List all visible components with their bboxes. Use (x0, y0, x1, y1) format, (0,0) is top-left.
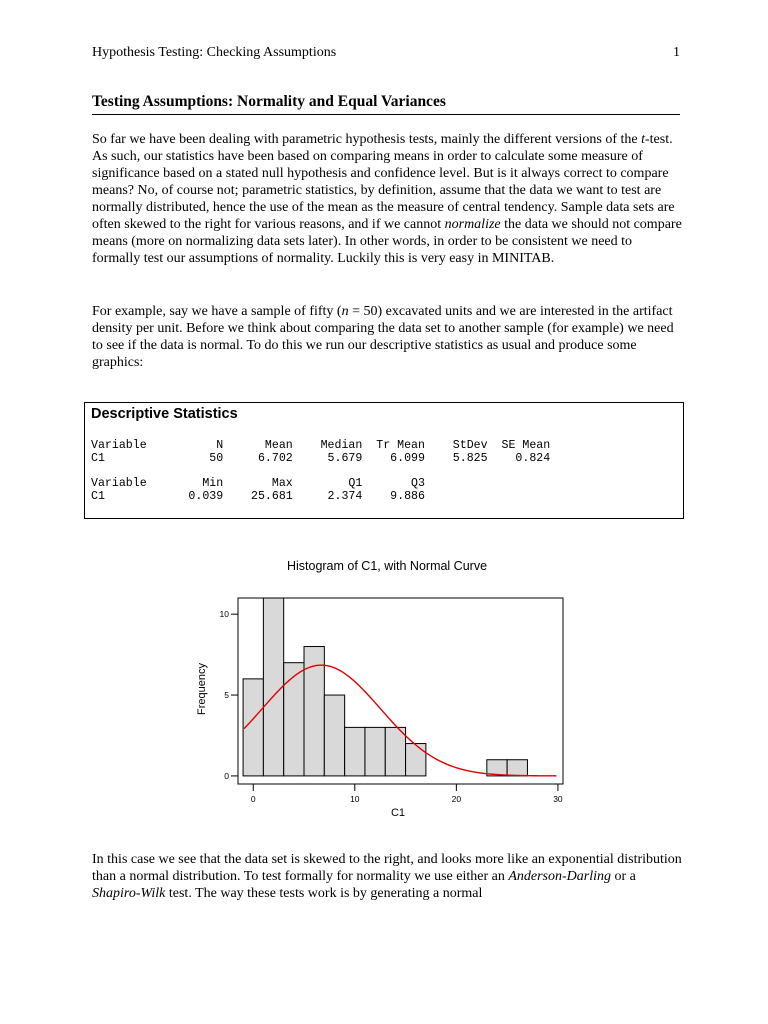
running-header (92, 45, 680, 61)
y-tick-label: 0 (224, 770, 229, 781)
stats-title: Descriptive Statistics (91, 406, 238, 422)
bars-layer (243, 598, 527, 776)
page-number: 1 (673, 45, 680, 60)
intro-paragraph: So far we have been dealing with parametric hypothesis tests, mainly the different versions of the t-test. As such, our statistics have been based on comparing means in order to calculate some measure of significance based on a stated null hypothesis and confidence level. But is it always correct to compare means? No, of course not; parametric statistics, by definition, assume that the data we want to test are normally distributed, hence the use of the mean as the measure of central tendency. Sample data sets are often skewed to the right for various reasons, and if we cannot normalize the data we should not compare means (more on normalizing data sets later). In other words, in order to be consistent we need to formally test our assumptions of normality. Luckily this is very easy in MINITAB. (92, 132, 682, 266)
x-tick-label: 0 (250, 794, 256, 804)
histogram-bar (324, 695, 344, 776)
histogram-bar (406, 744, 426, 776)
histogram-bar (263, 598, 283, 776)
histogram-bar (365, 727, 385, 776)
section-title: Testing Assumptions: Normality and Equal Variances (92, 93, 680, 115)
normalize-italic: normalize (444, 217, 501, 232)
shapiro-wilk-italic: Shapiro-Wilk (92, 886, 166, 901)
n-italic: n (341, 304, 349, 319)
example-paragraph: For example, say we have a sample of fifty (n = 50) excavated units and we are interested in the artifact density per unit. Before we think about comparing the data set to another sample (for example) we need to see if the data is normal. To do this we run our descriptive statistics as usual and produce some graphics: (92, 304, 674, 370)
chart-title: Histogram of C1, with Normal Curve (286, 559, 488, 573)
y-axis-label: Frequency (196, 663, 208, 715)
stats-row-quartiles: Variable Min Max Q1 Q3 C1 0.039 25.681 2.374 9.886 (91, 477, 425, 503)
x-tick-label: 20 (451, 794, 462, 804)
histogram-bar (345, 727, 365, 776)
t-italic: t (641, 132, 645, 147)
anderson-darling-italic: Anderson-Darling (508, 869, 612, 884)
histogram-bar (507, 760, 527, 776)
histogram-bar (284, 663, 304, 776)
histogram-bar (385, 727, 405, 776)
running-title: Hypothesis Testing: Checking Assumptions (92, 45, 337, 60)
x-tick-label: 30 (553, 794, 563, 804)
x-axis-label: C1 (390, 807, 406, 819)
x-tick-label: 10 (350, 794, 360, 804)
histogram-chart (0, 550, 768, 830)
descriptive-statistics-box (84, 402, 684, 519)
y-tick-label: 10 (219, 609, 229, 620)
y-tick-label: 5 (224, 690, 229, 701)
stats-row-mean: Variable N Mean Median Tr Mean StDev SE Mean C1 50 6.702 5.679 6.099 5.825 0.824 (91, 439, 551, 465)
conclusion-paragraph: In this case we see that the data set is skewed to the right, and looks more like an exponential distribution than a normal distribution. To test formally for normality we use either an Anderson-Darling or a Shapiro-Wilk test. The way these tests work is by generating a normal (92, 852, 682, 901)
